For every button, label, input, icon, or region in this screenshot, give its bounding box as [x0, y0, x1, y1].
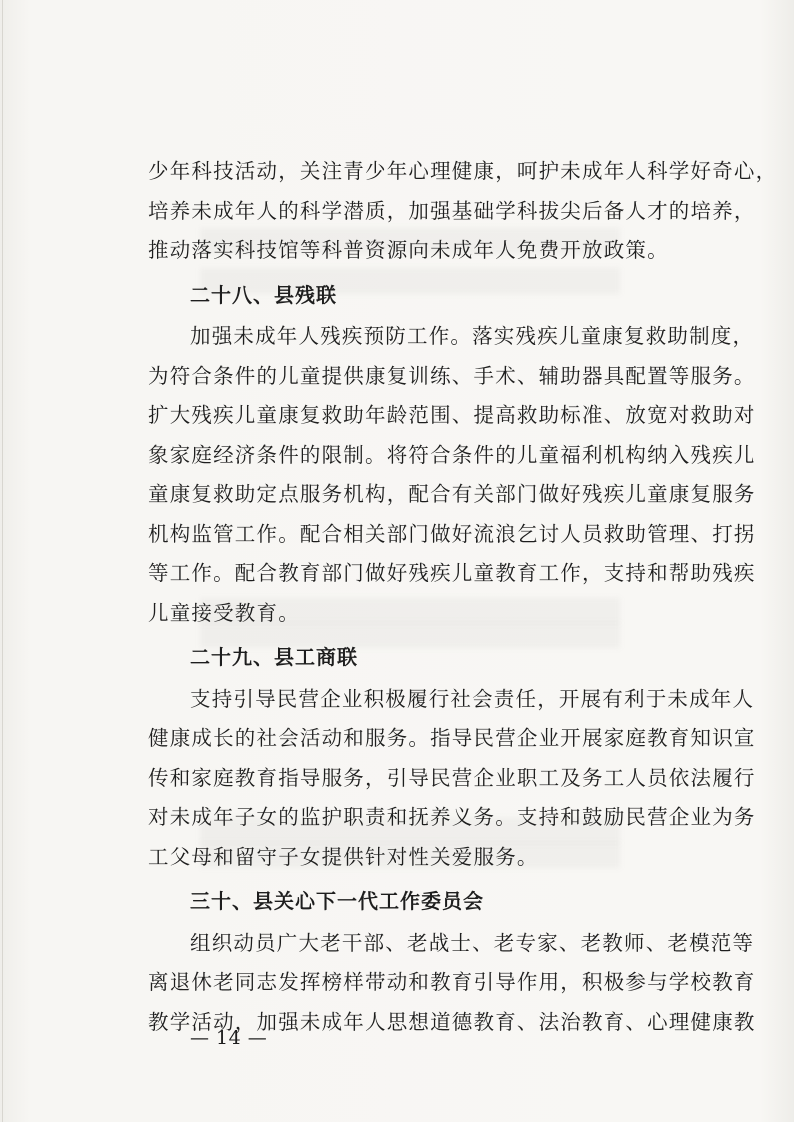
text-line: 离退休老同志发挥榜样带动和教育引导作用，积极参与学校教育	[148, 970, 756, 994]
document-body	[148, 152, 778, 1042]
page-number: — 14 —	[190, 1027, 268, 1049]
text-line: 机构监管工作。配合相关部门做好流浪乞讨人员救助管理、打拐	[148, 521, 756, 546]
section-heading-29: 二十九、县工商联	[190, 645, 358, 669]
text-line: 教学活动，加强未成年人思想道德教育、法治教育、心理健康教	[148, 1009, 756, 1034]
text-line: 为符合条件的儿童提供康复训练、手术、辅助器具配置等服务。	[148, 363, 756, 388]
text-line: 培养未成年人的科学潜质，加强基础学科拔尖后备人才的培养，	[148, 198, 756, 223]
text-line: 加强未成年人残疾预防工作。落实残疾儿童康复救助制度，	[190, 324, 755, 348]
text-line: 传和家庭教育指导服务，引导民营企业职工及务工人员依法履行	[148, 765, 756, 790]
text-line: 推动落实科技馆等科普资源向未成年人免费开放政策。	[148, 238, 669, 262]
section-30-paragraph	[148, 924, 756, 1043]
paragraph-1	[148, 152, 778, 271]
section-29-paragraph	[148, 680, 756, 878]
text-line: 健康成长的社会活动和服务。指导民营企业开展家庭教育知识宣	[148, 726, 756, 750]
text-line: 支持引导民营企业积极履行社会责任，开展有利于未成年人	[190, 686, 755, 711]
text-line: 童康复救助定点服务机构，配合有关部门做好残疾儿童康复服务	[148, 482, 756, 506]
text-line: 工父母和留守子女提供针对性关爱服务。	[148, 844, 539, 869]
text-line: 等工作。配合教育部门做好残疾儿童教育工作，支持和帮助残疾	[148, 561, 756, 585]
section-heading-28: 二十八、县残联	[190, 282, 337, 307]
text-line: 组织动员广大老干部、老战士、老专家、老教师、老模范等	[190, 930, 755, 955]
scan-edge	[2, 0, 3, 1122]
text-line: 对未成年子女的监护职责和抚养义务。支持和鼓励民营企业为务	[148, 805, 756, 829]
text-line: 扩大残疾儿童康复救助年龄范围、提高救助标准、放宽对救助对	[148, 403, 756, 427]
text-line: 少年科技活动，关注青少年心理健康，呵护未成年人科学好奇心，	[148, 159, 778, 183]
section-28-paragraph	[148, 317, 756, 633]
text-line: 儿童接受教育。	[148, 600, 300, 625]
text-line: 象家庭经济条件的限制。将符合条件的儿童福利机构纳入残疾儿	[148, 442, 756, 467]
section-heading-30: 三十、县关心下一代工作委员会	[190, 889, 484, 913]
